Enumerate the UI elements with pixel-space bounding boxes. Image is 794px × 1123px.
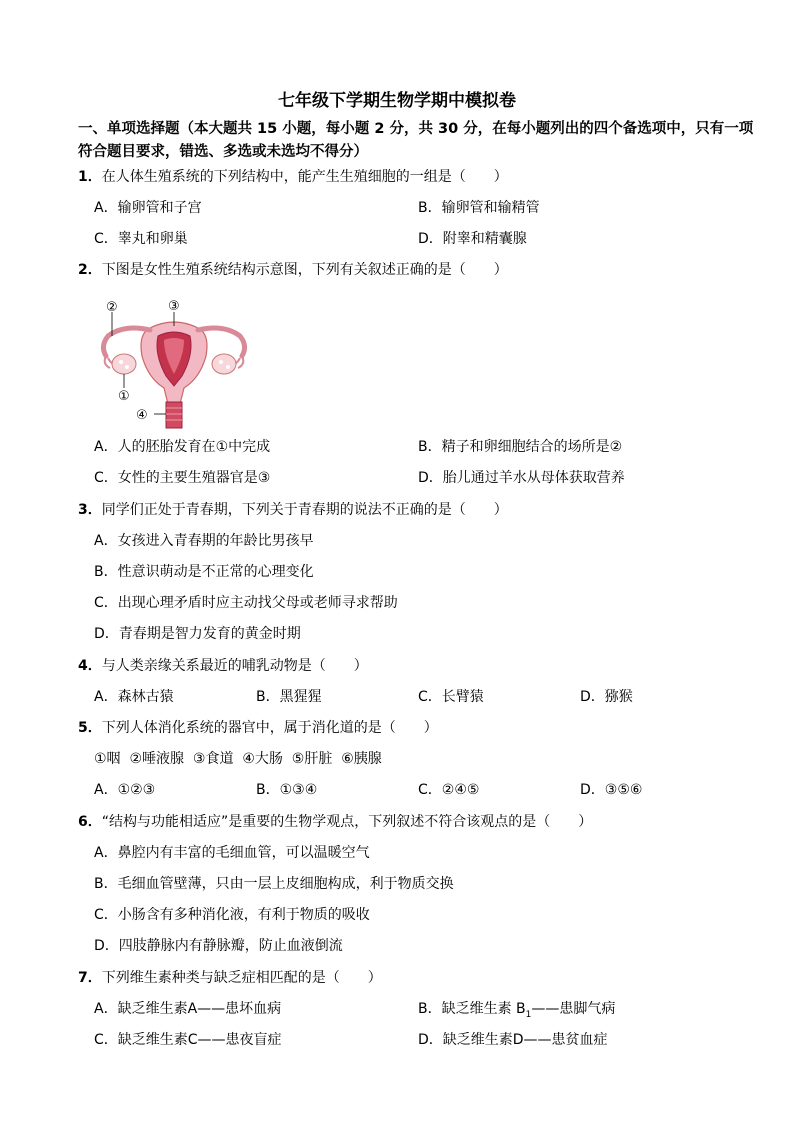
question-text: 下列维生素种类与缺乏症相匹配的是（ ） [101, 970, 382, 986]
q5-items: ①咽 ②唾液腺 ③食道 ④大肠 ⑤肝脏 ⑥胰腺 [94, 751, 382, 767]
question-text: 在人体生殖系统的下列结构中，能产生生殖细胞的一组是（ ） [101, 169, 508, 185]
q4-option-a[interactable]: A．森林古猿 [94, 689, 174, 705]
q3-option-d[interactable]: D．青春期是智力发育的黄金时期 [94, 626, 301, 642]
q2-option-a[interactable]: A．人的胚胎发育在①中完成 [94, 439, 271, 455]
question-6 [78, 811, 592, 831]
q3-option-a[interactable]: A．女孩进入青春期的年龄比男孩早 [94, 533, 314, 549]
question-4 [78, 655, 368, 675]
question-text: 与人类亲缘关系最近的哺乳动物是（ ） [101, 658, 368, 674]
q4-option-d[interactable]: D．猕猴 [580, 689, 633, 705]
q7-option-b-tail: ——患脚气病 [531, 1001, 616, 1017]
figure-label-3: ③ [168, 299, 180, 314]
q5-option-d[interactable]: D．③⑤⑥ [580, 782, 643, 798]
question-7 [78, 967, 382, 987]
q7-option-d[interactable]: D．缺乏维生素D——患贫血症 [418, 1032, 608, 1048]
question-number: 6． [78, 814, 102, 830]
q2-option-d[interactable]: D．胎儿通过羊水从母体获取营养 [418, 470, 625, 486]
question-3 [78, 499, 508, 519]
q3-option-b[interactable]: B．性意识萌动是不正常的心理变化 [94, 564, 314, 580]
question-text: “结构与功能相适应”是重要的生物学观点，下列叙述不符合该观点的是（ ） [101, 814, 593, 830]
q6-option-b[interactable]: B．毛细血管壁薄，只由一层上皮细胞构成，利于物质交换 [94, 876, 454, 892]
q7-option-b-subscript: 1 [525, 1009, 532, 1020]
q2-option-c[interactable]: C．女性的主要生殖器官是③ [94, 470, 271, 486]
question-number: 4． [78, 658, 102, 674]
q4-option-b[interactable]: B．黑猩猩 [256, 689, 322, 705]
q6-option-a[interactable]: A．鼻腔内有丰富的毛细血管，可以温暖空气 [94, 845, 370, 861]
female-reproductive-system-diagram [94, 296, 256, 430]
q3-option-c[interactable]: C．出现心理矛盾时应主动找父母或老师寻求帮助 [94, 595, 398, 611]
question-number: 7． [78, 970, 102, 986]
question-2 [78, 259, 508, 279]
figure-label-4: ④ [136, 408, 148, 423]
q7-option-b[interactable] [418, 998, 615, 1020]
question-number: 5． [78, 720, 102, 736]
q7-option-c[interactable]: C．缺乏维生素C——患夜盲症 [94, 1032, 282, 1048]
figure-label-2: ② [106, 300, 118, 315]
q4-option-c[interactable]: C．长臂猿 [418, 689, 484, 705]
figure-label-1: ① [118, 389, 130, 404]
q5-option-a[interactable]: A．①②③ [94, 782, 156, 798]
section-heading: 一、单项选择题（本大题共 15 小题，每小题 2 分，共 30 分，在每小题列出的四个备选项中，只有一项符合题目要求，错选、多选或未选均不得分） [78, 121, 754, 160]
question-text: 下列人体消化系统的器官中，属于消化道的是（ ） [101, 720, 438, 736]
q1-option-a[interactable]: A．输卵管和子宫 [94, 200, 202, 216]
q7-option-b-text: B．缺乏维生素 B [418, 1001, 526, 1017]
q6-option-c[interactable]: C．小肠含有多种消化液，有利于物质的吸收 [94, 907, 370, 923]
q5-option-c[interactable]: C．②④⑤ [418, 782, 480, 798]
question-text: 同学们正处于青春期，下列关于青春期的说法不正确的是（ ） [101, 502, 508, 518]
question-number: 1． [78, 169, 102, 185]
q2-option-b[interactable]: B．精子和卵细胞结合的场所是② [418, 439, 623, 455]
question-5 [78, 717, 438, 737]
q1-option-d[interactable]: D．附睾和精囊腺 [418, 231, 527, 247]
page-title: 七年级下学期生物学期中模拟卷 [278, 91, 516, 111]
q1-option-b[interactable]: B．输卵管和输精管 [418, 200, 540, 216]
q6-option-d[interactable]: D．四肢静脉内有静脉瓣，防止血液倒流 [94, 938, 343, 954]
question-number: 3． [78, 502, 102, 518]
q1-option-c[interactable]: C．睾丸和卵巢 [94, 231, 188, 247]
question-number: 2． [78, 262, 102, 278]
q5-option-b[interactable]: B．①③④ [256, 782, 318, 798]
q7-option-a[interactable]: A．缺乏维生素A——患坏血病 [94, 1001, 282, 1017]
question-1 [78, 166, 508, 186]
question-text: 下图是女性生殖系统结构示意图，下列有关叙述正确的是（ ） [101, 262, 508, 278]
